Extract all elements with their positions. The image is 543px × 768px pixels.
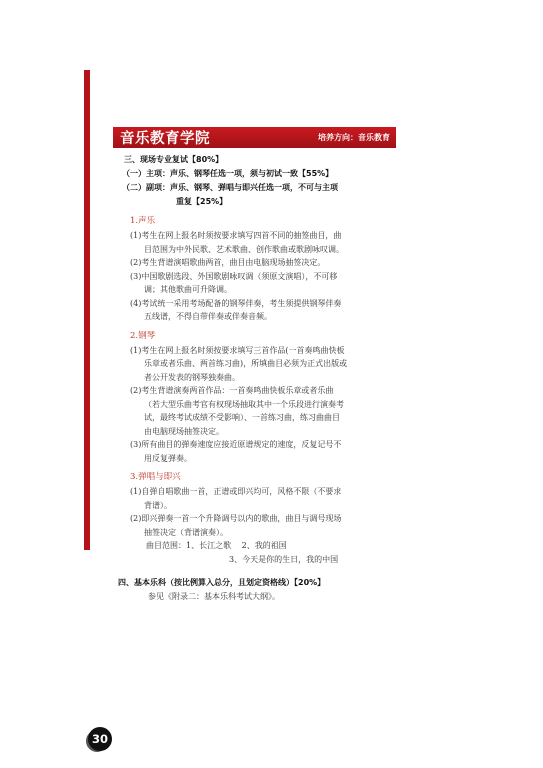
document-body — [118, 153, 408, 604]
list-item: (3)中国歌剧选段、外国歌剧咏叹调（须原文演唱），不可移 调；其他歌曲可升降调。 — [130, 271, 338, 294]
list-item: (4)考试统一采用考场配备的钢琴伴奏，考生须提供钢琴伴奏 五线谱，不得自带伴奏或伴奏音频。 — [130, 298, 342, 321]
list-item: (1)自弹自唱歌曲一首，正谱或即兴均可，风格不限（不要求 背谱）。 — [130, 487, 342, 510]
section-4-reference: 参见《附录二：基本乐科考试大纲》。 — [148, 592, 280, 601]
page-number-badge: 30 — [88, 727, 112, 751]
piano-category-title: 2.钢琴 — [130, 330, 156, 341]
list-item: (3)所有曲目的弹奏速度应接近原谱规定的速度，反复记号不 用反复弹奏。 — [130, 440, 342, 463]
list-item: (2)考生背谱演奏两首作品：一首奏鸣曲快板乐章或者乐曲 （若大型乐曲考官有权现场抽取其中一个乐段进行演奏考 试，最终考试成绩不受影响）、一首练习曲，练习曲曲目 由电脑现场抽签决定。 — [130, 386, 344, 436]
decorative-red-bar — [84, 70, 90, 550]
section-3-heading: 三、现场专业复试【80%】 — [124, 155, 224, 164]
song-range-cont: 3、今天是你的生日，我的中国 — [229, 554, 339, 564]
list-item: (2)考生背谱演唱歌曲两首，曲目由电脑现场抽签决定。 — [130, 258, 326, 267]
section-4-heading: 四、基本乐科（按比例算入总分，且划定资格线）【20%】 — [118, 578, 326, 587]
song-range: 曲目范围：1、长江之歌 2、我的祖国 — [146, 541, 287, 550]
list-item: (2)即兴弹奏一首一个升降调号以内的歌曲，曲目与调号现场 抽签决定（背谱演奏）。 — [130, 514, 342, 537]
vocal-category-title: 1.声乐 — [130, 216, 156, 226]
section-header-banner — [113, 127, 396, 148]
minor-item-heading: （二）副项：声乐、钢琴、弹唱与即兴任选一项，不可与主项 — [122, 183, 338, 192]
list-item: (1)考生在网上报名时须按要求填写三首作品(一首奏鸣曲快板 乐章或者乐曲、两首练习曲)，所填曲目必须为正式出版或 者公开发表的钢琴独奏曲。 — [130, 345, 348, 382]
list-item: (1)考生在网上报名时须按要求填写四首不同的抽签曲目，曲 目范围为中外民歌、艺术歌曲、创作歌曲或歌剧咏叹调。 — [130, 231, 344, 254]
college-title: 音乐教育学院 — [120, 131, 210, 147]
main-item-heading: （一）主项：声乐、钢琴任选一项，须与初试一致【55%】 — [122, 169, 334, 178]
singing-category-title: 3.弹唱与即兴 — [130, 472, 181, 482]
training-direction: 培养方向：音乐教育 — [318, 133, 390, 142]
minor-item-heading-cont: 重复【25%】 — [176, 197, 228, 206]
